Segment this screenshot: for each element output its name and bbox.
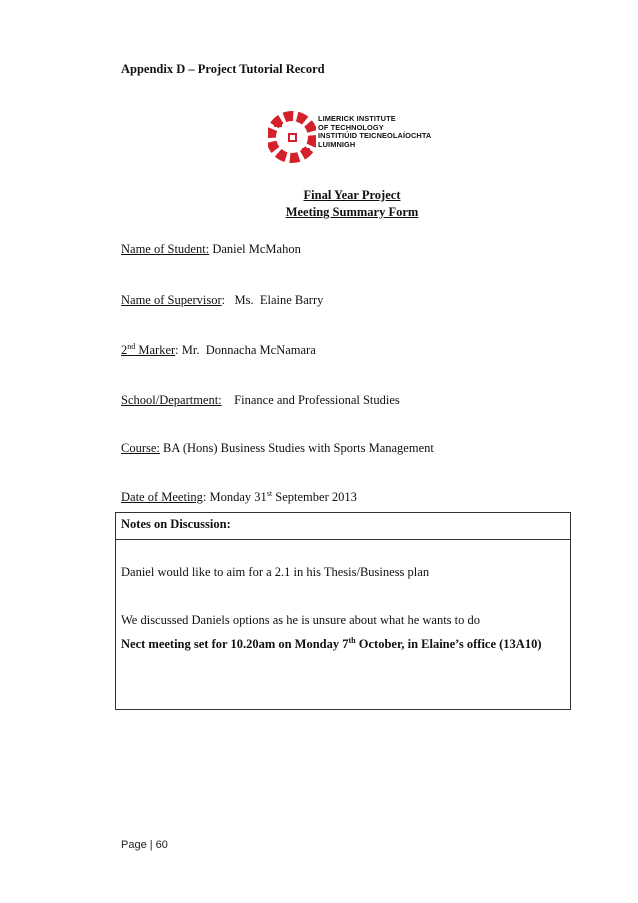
form-title-line1: Final Year Project xyxy=(303,188,401,202)
student-name-field xyxy=(121,242,301,257)
course-value: BA (Hons) Business Studies with Sports Management xyxy=(159,441,434,455)
notes-header: Notes on Discussion: xyxy=(121,517,231,531)
note-line-3: Nect meeting set for 10.20am on Monday 7th October, in Elaine’s office (13A10) xyxy=(121,636,542,651)
lit-emblem-icon xyxy=(268,108,316,166)
student-label: Name of Student: xyxy=(121,242,210,256)
page-number: Page | 60 xyxy=(121,839,168,851)
note-line-2: We discussed Daniels options as he is unsure about what he wants to do xyxy=(121,613,481,627)
marker-label: 2nd Marker xyxy=(121,342,176,357)
form-title-line2: Meeting Summary Form xyxy=(285,205,419,219)
date-label: Date of Meeting xyxy=(121,490,203,504)
supervisor-field xyxy=(121,293,323,308)
school-value: Finance and Professional Studies xyxy=(221,393,400,407)
meeting-date-field xyxy=(121,490,357,505)
school-field xyxy=(121,393,400,408)
notes-table xyxy=(115,512,571,710)
marker-value: : Mr. Donnacha McNamara xyxy=(175,343,316,357)
supervisor-value: : Ms. Elaine Barry xyxy=(221,293,324,307)
supervisor-label: Name of Supervisor xyxy=(121,293,222,307)
course-field xyxy=(121,441,434,456)
institute-logo xyxy=(268,108,438,166)
school-label: School/Department: xyxy=(121,393,222,407)
course-label: Course: xyxy=(121,441,160,455)
date-value: : Monday 31st September 2013 xyxy=(202,489,357,504)
appendix-heading: Appendix D – Project Tutorial Record xyxy=(121,62,325,76)
notes-header-row xyxy=(116,513,570,540)
second-marker-field xyxy=(121,343,316,358)
note-line-1: Daniel would like to aim for a 2.1 in his Thesis/Business plan xyxy=(121,565,430,579)
logo-text: LIMERICK INSTITUTE OF TECHNOLOGY INSTITIÚID TEICNEOLAÍOCHTA LUIMNIGH xyxy=(318,114,432,149)
student-value: Daniel McMahon xyxy=(209,242,301,256)
